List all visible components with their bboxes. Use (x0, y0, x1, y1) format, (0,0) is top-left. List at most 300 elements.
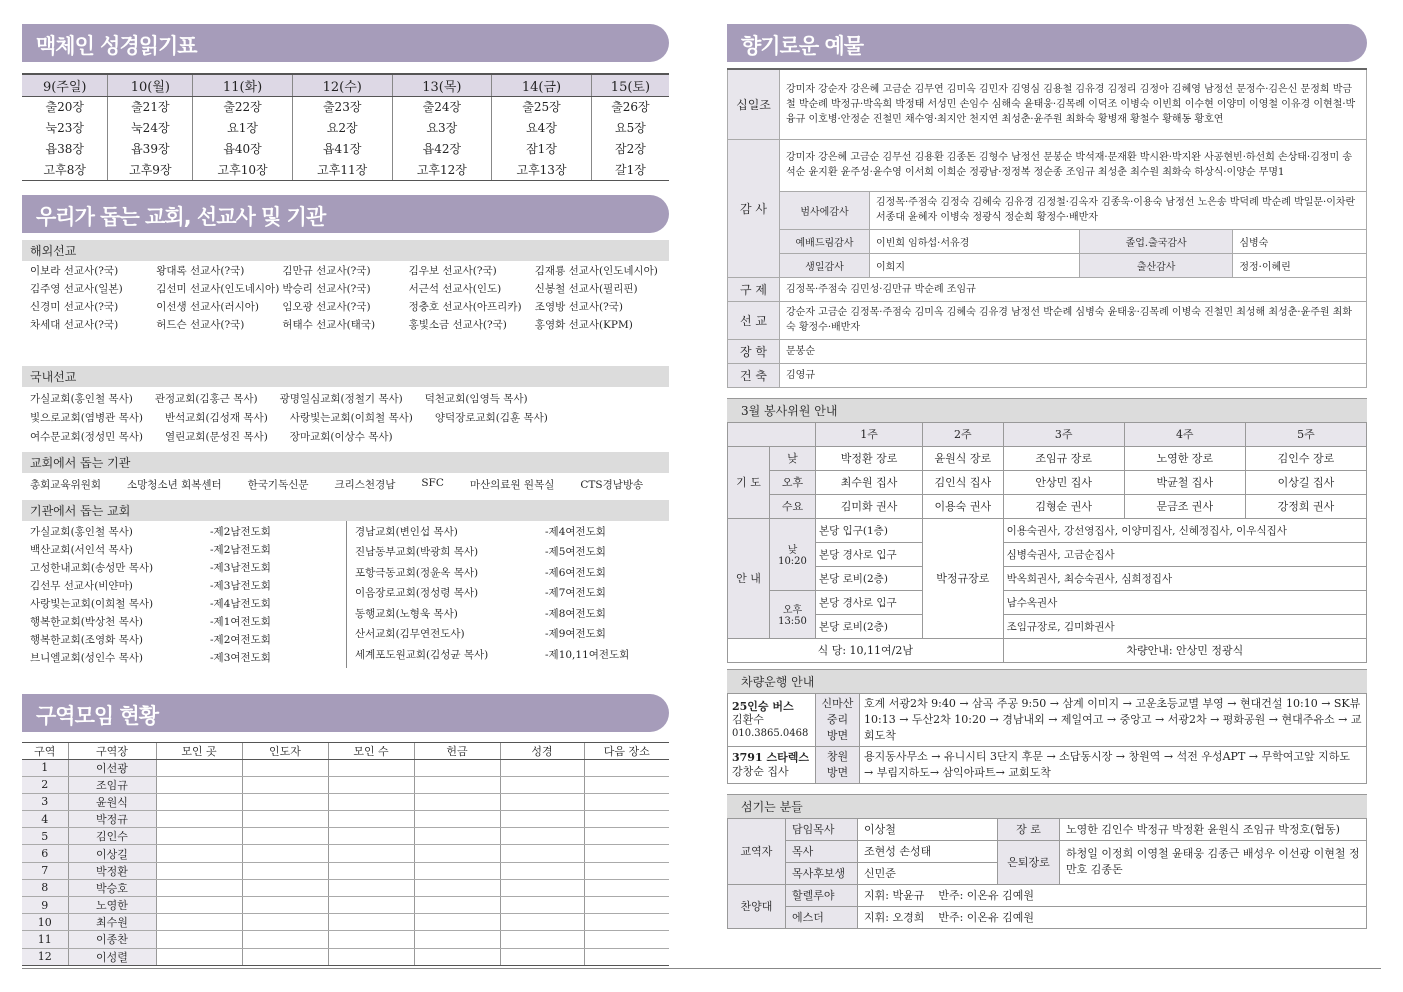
week-header: 5주 (1245, 422, 1366, 446)
thanks-pair-value: 이빈희 임하섭·서유경 (870, 229, 1080, 253)
inst-church: 세계포도원교회(김성균 목사) (355, 648, 489, 661)
table-row (22, 759, 669, 776)
reading-cell: 출21장 (108, 96, 193, 117)
reading-title: 맥체인 성경읽기표 (36, 34, 197, 58)
district-blank-cell (584, 845, 669, 862)
district-blank-cell (500, 931, 584, 948)
district-blank-cell (156, 811, 242, 828)
reading-cell: 고후10장 (193, 159, 293, 180)
domestic-church: 사랑빛는교회(이희철 목사) (289, 411, 413, 424)
offering-label: 건 축 (728, 363, 780, 387)
district-header: 다음 장소 (584, 742, 669, 759)
thanks-sub-text: 김정목·주점숙 김정숙 김혜숙 김유경 김정철·김옥자 김종욱·이용숙 남정선 노은송 박덕례 박순례 박일문·이차란 서종대 윤혜자 이병숙 정광식 정순희 황정수·배반자 (870, 191, 1367, 229)
staff-name: 신민준 (858, 862, 998, 884)
district-number: 2 (22, 776, 68, 793)
district-header: 인도자 (242, 742, 328, 759)
pray-name: 김인수 장로 (1245, 446, 1366, 470)
district-blank-cell (584, 793, 669, 810)
inst-label: 기관에서 돕는 교회 (22, 500, 669, 521)
reading-cell: 욥40장 (193, 138, 293, 159)
missionary: 박승리 선교사(?국) (282, 282, 371, 295)
tithe-text: 강미자 강순자 강은혜 고금순 김무연 김미옥 김민자 김영심 김용철 김유경 김정리 김정아 김혜영 남정선 문정수·김은신 문정희 박금철 박순례 박정규·박옥희 박정태 서성민 손임수 심해숙 윤태웅·김목례 이덕조 이병숙 이빈희 이수현 이양미 이영철 이유경 이현철·박융규 이호병·안정순 진철민 채수영·최지안 천지연 최성춘·윤주원 최화숙 황병재 황철수 황해동 황호연 (780, 69, 1367, 139)
day-header: 14(금) (492, 74, 592, 96)
bus2-info (728, 746, 816, 783)
offering-title: 향기로운 예물 (741, 34, 864, 58)
service-foot-row (728, 638, 1367, 662)
district-blank-cell (156, 828, 242, 845)
district-blank-cell (500, 914, 584, 931)
district-blank-cell (242, 862, 328, 879)
offering-row (728, 301, 1367, 339)
pray-label: 기 도 (728, 446, 770, 518)
guide-place: 본당 입구(1층) (816, 518, 923, 542)
thanks-pair-value: 이희지 (870, 253, 1080, 277)
district-number: 3 (22, 793, 68, 810)
missionary: 김만규 선교사(?국) (282, 264, 371, 277)
guide-names: 조임규장로, 김미화권사 (1003, 614, 1366, 638)
service-corner (728, 422, 816, 446)
district-blank-cell (584, 862, 669, 879)
inst-group: -제4남전도회 (210, 597, 271, 610)
district-blank-cell (156, 776, 242, 793)
choir-name: 할렐루야 (786, 884, 858, 906)
reading-cell: 요5장 (591, 117, 669, 138)
district-number: 4 (22, 811, 68, 828)
support-title: 우리가 돕는 교회, 선교사 및 기관 (36, 204, 326, 229)
missionary: 김주영 선교사(일본) (30, 282, 123, 295)
reading-row (22, 96, 669, 117)
inst-church: 진남동부교회(박광희 목사) (355, 546, 479, 559)
tithe-label: 십일조 (728, 69, 780, 139)
district-number: 11 (22, 931, 68, 948)
reading-cell: 요2장 (292, 117, 392, 138)
offering-label: 구 제 (728, 277, 780, 301)
reading-cell: 고후13장 (492, 159, 592, 180)
inst-church: 행복한교회(조영화 목사) (30, 633, 143, 646)
bus1-info (728, 693, 816, 746)
districts-title: 구역모임 현황 (36, 703, 159, 728)
district-blank-cell (328, 948, 414, 965)
district-blank-cell (156, 862, 242, 879)
missionary: 차세대 선교사(?국) (30, 318, 119, 331)
week-header: 1주 (816, 422, 923, 446)
domestic-church: 반석교회(김성재 목사) (164, 411, 268, 424)
reading-row (22, 138, 669, 159)
parking-info: 차량안내: 안상민 정광식 (1003, 638, 1366, 662)
reading-row (22, 159, 669, 180)
thanks-pair-label: 생일감사 (780, 253, 870, 277)
district-blank-cell (500, 845, 584, 862)
retired-names: 하청일 이정희 이영철 윤태웅 김종근 배성우 이선광 이현철 정만호 김종돈 (1060, 840, 1367, 884)
domestic-church: 장마교회(이상수 목사) (289, 430, 393, 443)
district-blank-cell (156, 845, 242, 862)
table-row (22, 931, 669, 948)
support-header (22, 195, 669, 233)
cars-title: 차량운행 안내 (727, 669, 1367, 693)
guide-row (728, 518, 1367, 542)
elders-names: 노영한 김인수 박정규 박정환 윤원식 조임규 박정호(협동) (1060, 818, 1367, 840)
district-blank-cell (328, 776, 414, 793)
district-blank-cell (414, 914, 500, 931)
choir-detail (858, 906, 1367, 928)
district-blank-cell (414, 793, 500, 810)
offering-row (728, 277, 1367, 301)
staff-role: 목사후보생 (786, 862, 858, 884)
reading-cell: 눅24장 (108, 117, 193, 138)
table-row (22, 914, 669, 931)
district-blank-cell (500, 862, 584, 879)
reading-cell: 고후8장 (22, 159, 108, 180)
guide-names: 심병숙권사, 고금순집사 (1003, 542, 1366, 566)
inst-group: -제6여전도회 (545, 566, 606, 579)
pray-row (728, 446, 1367, 470)
staff-name: 조현성 손성태 (858, 840, 998, 862)
inst-church: 사랑빛는교회(이희철 목사) (30, 597, 154, 610)
district-blank-cell (156, 759, 242, 776)
missionary: 허태수 선교사(태국) (282, 318, 376, 331)
guide-place: 본당 로비(2층) (816, 566, 923, 590)
guide-time-am: 낮 10:20 (770, 518, 816, 590)
reading-cell: 욥38장 (45, 142, 84, 156)
domestic-church: 여수문교회(정성민 목사) (30, 430, 143, 443)
offering-label: 선 교 (728, 301, 780, 339)
district-blank-cell (242, 811, 328, 828)
district-leader: 김인수 (68, 828, 156, 845)
left-column (22, 0, 669, 966)
district-number: 5 (22, 828, 68, 845)
pray-name: 이상길 집사 (1245, 470, 1366, 494)
district-blank-cell (584, 811, 669, 828)
district-blank-cell (584, 759, 669, 776)
staff-name: 이상철 (858, 818, 998, 840)
reading-cell: 잠1장 (492, 138, 592, 159)
inst-group: -제7여전도회 (545, 587, 606, 600)
district-leader: 이종찬 (68, 931, 156, 948)
district-blank-cell (500, 811, 584, 828)
pray-slot: 수요 (770, 494, 816, 518)
bus2-driver: 강창순 집사 (732, 764, 789, 778)
overseas-list (22, 261, 669, 334)
district-leader: 이상길 (68, 845, 156, 862)
reading-cell: 출24장 (392, 96, 492, 117)
inst-church: 행복한교회(박상천 목사) (30, 615, 143, 628)
table-row (22, 862, 669, 879)
reading-cell: 욥41장 (292, 138, 392, 159)
agencies-label: 교회에서 돕는 기관 (22, 452, 669, 473)
district-blank-cell (242, 879, 328, 896)
domestic-church: 덕천교회(임영득 목사) (424, 392, 528, 405)
reading-cell: 출23장 (292, 96, 392, 117)
district-blank-cell (414, 811, 500, 828)
district-blank-cell (328, 862, 414, 879)
guide-row (728, 542, 1367, 566)
district-leader: 이선광 (68, 759, 156, 776)
bus2-area: 창원 방면 (816, 746, 860, 783)
reading-cell: 요4장 (492, 117, 592, 138)
missionary: 홍영화 선교사(KPM) (534, 318, 633, 331)
thanks-text: 강미자 강은혜 고금순 김무선 김용환 김종돈 김형수 남정선 문봉순 박석재·문재환 박시완·박지완 사공현빈·하선희 손상태·김정미 송석순 윤지환 윤주성·윤수영 이서희 이희순 정광남·정정복 정순종 조임규 최성춘 최수원 최화숙 하상식·이양순 무명1 (780, 139, 1367, 191)
reading-cell: 요1장 (193, 117, 293, 138)
district-number: 12 (22, 948, 68, 965)
day-header: 13(목) (392, 74, 492, 96)
thanks-label: 감 사 (728, 139, 780, 277)
service-title: 3월 봉사위원 안내 (727, 398, 1367, 422)
pray-name: 이용숙 권사 (923, 494, 1003, 518)
district-blank-cell (242, 914, 328, 931)
guide-names: 이용숙권사, 강선영집사, 이양미집사, 신혜정집사, 이우식집사 (1003, 518, 1366, 542)
district-leader: 박정규 (68, 811, 156, 828)
district-blank-cell (414, 897, 500, 914)
guide-place: 본당 경사로 입구 (816, 590, 923, 614)
choir-label: 찬양대 (728, 884, 786, 928)
district-blank-cell (414, 948, 500, 965)
elders-label: 장 로 (998, 818, 1060, 840)
district-blank-cell (414, 759, 500, 776)
district-blank-cell (328, 811, 414, 828)
missionary: 서근석 선교사(인도) (408, 282, 502, 295)
bus1-driver: 김환수 (732, 712, 764, 726)
inst-group: -제2여전도회 (210, 633, 271, 646)
district-blank-cell (242, 845, 328, 862)
missionary: 허드슨 선교사(?국) (156, 318, 245, 331)
meal-info: 식 당: 10,11여/2남 (728, 638, 1004, 662)
district-blank-cell (500, 897, 584, 914)
missionary: 왕대록 선교사(?국) (156, 264, 245, 277)
reading-cell: 고후12장 (392, 159, 492, 180)
district-blank-cell (156, 897, 242, 914)
retired-label: 은퇴장로 (998, 840, 1060, 884)
district-number: 8 (22, 879, 68, 896)
pray-slot: 오후 (770, 470, 816, 494)
guide-names: 남수옥권사 (1003, 590, 1366, 614)
missionary: 이보라 선교사(?국) (30, 264, 119, 277)
district-blank-cell (500, 759, 584, 776)
district-blank-cell (242, 931, 328, 948)
inst-church: 이음장로교회(정성령 목사) (355, 587, 479, 600)
district-blank-cell (584, 948, 669, 965)
guide-place: 본당 로비(2층) (816, 614, 923, 638)
district-blank-cell (584, 879, 669, 896)
district-leader: 박승호 (68, 879, 156, 896)
offering-names: 문봉순 (780, 339, 1367, 363)
inst-group: -제3여전도회 (210, 651, 271, 664)
table-row (22, 776, 669, 793)
inst-church: 백산교회(서인석 목사) (30, 543, 133, 556)
domestic-church: 열린교회(문성진 목사) (164, 430, 268, 443)
district-number: 10 (22, 914, 68, 931)
offering-names: 김정목·주점숙 김민성·김만규 박순례 조임규 (780, 277, 1367, 301)
district-blank-cell (328, 897, 414, 914)
servers-title: 섬기는 분들 (727, 794, 1367, 818)
district-blank-cell (156, 931, 242, 948)
bus2-name: 3791 스타렉스 (732, 750, 809, 764)
pray-slot: 낮 (770, 446, 816, 470)
pray-name: 노영한 장로 (1124, 446, 1245, 470)
district-blank-cell (242, 948, 328, 965)
pray-name: 조임규 장로 (1003, 446, 1124, 470)
district-blank-cell (242, 828, 328, 845)
district-blank-cell (242, 897, 328, 914)
inst-church: 고성한내교회(송성만 목사) (30, 561, 154, 574)
inst-church: 가실교회(홍인철 목사) (30, 525, 133, 538)
districts-header (22, 694, 669, 732)
choir-accompanist: 반주: 이온유 김예원 (938, 889, 1035, 902)
district-blank-cell (584, 931, 669, 948)
district-leader: 최수원 (68, 914, 156, 931)
choir-detail (858, 884, 1367, 906)
pray-name: 최수원 집사 (816, 470, 923, 494)
missionary: 임오광 선교사(?국) (282, 300, 371, 313)
district-blank-cell (414, 879, 500, 896)
district-blank-cell (414, 776, 500, 793)
agency: 한국기독신문 (247, 478, 309, 491)
district-blank-cell (156, 879, 242, 896)
bus1-phone: 010.3865.0468 (732, 727, 809, 739)
footer-divider (22, 968, 1381, 969)
districts-table (22, 742, 669, 966)
domestic-church: 양덕장로교회(김훈 목사) (434, 411, 548, 424)
inst-church: 브니엘교회(성인수 목사) (30, 651, 143, 664)
table-row (22, 845, 669, 862)
overseas-label: 해외선교 (22, 240, 669, 261)
table-row (22, 948, 669, 965)
day-header: 12(수) (292, 74, 392, 96)
guide-names: 박옥희권사, 최승숙권사, 심희정집사 (1003, 566, 1366, 590)
domestic-church: 가실교회(홍인철 목사) (30, 392, 133, 405)
choir-conductor: 지휘: 오경희 (864, 911, 925, 924)
service-head-row (728, 422, 1367, 446)
inst-group: -제8여전도회 (545, 607, 606, 620)
district-blank-cell (156, 793, 242, 810)
thanks-pair-value: 정정·이혜린 (1233, 253, 1367, 277)
pray-name: 강정희 권사 (1245, 494, 1366, 518)
district-leader: 노영한 (68, 897, 156, 914)
district-leader: 윤원식 (68, 793, 156, 810)
table-row (22, 793, 669, 810)
domestic-church: 빛으로교회(염병관 목사) (30, 411, 143, 424)
offering-row (728, 363, 1367, 387)
agency: CTS경남방송 (580, 478, 644, 491)
district-header: 구역장 (68, 742, 156, 759)
table-row (22, 897, 669, 914)
inst-church: 경남교회(변인섭 목사) (355, 525, 458, 538)
district-number: 9 (22, 897, 68, 914)
domestic-label: 국내선교 (22, 366, 669, 387)
guide-row (728, 590, 1367, 614)
offering-names: 김영규 (780, 363, 1367, 387)
bus1-name: 25인승 버스 (732, 699, 794, 713)
table-row (22, 879, 669, 896)
table-row (22, 828, 669, 845)
staff-role: 목사 (786, 840, 858, 862)
pray-name: 김인식 집사 (923, 470, 1003, 494)
agency: 총회교육위원회 (30, 478, 102, 491)
offering-table (727, 68, 1367, 388)
district-blank-cell (156, 914, 242, 931)
district-blank-cell (584, 914, 669, 931)
missionary: 조영방 선교사(?국) (534, 300, 623, 313)
pray-name: 박균철 집사 (1124, 470, 1245, 494)
inst-church: 김선무 선교사(비얀마) (30, 579, 133, 592)
missionary: 이선생 선교사(러시아) (156, 300, 260, 313)
service-table (727, 422, 1367, 663)
inst-group: -제9여전도회 (545, 628, 606, 641)
district-header: 모인 수 (328, 742, 414, 759)
guide-place: 본당 경사로 입구 (816, 542, 923, 566)
district-header: 모인 곳 (156, 742, 242, 759)
staff-label: 교역자 (728, 818, 786, 884)
right-column (727, 0, 1367, 929)
district-blank-cell (500, 828, 584, 845)
inst-group: -제4여전도회 (545, 525, 606, 538)
offering-label: 장 학 (728, 339, 780, 363)
district-blank-cell (328, 879, 414, 896)
inst-group: -제1여전도회 (210, 615, 271, 628)
day-header: 10(월) (108, 74, 193, 96)
thanks-pair-label: 출산감사 (1079, 253, 1232, 277)
domestic-church: 광명일심교회(정철기 목사) (279, 392, 403, 405)
missionary: 정충호 선교사(아프리카) (408, 300, 522, 313)
inst-group: -제3남전도회 (210, 579, 271, 592)
missionary: 신경미 선교사(?국) (30, 300, 119, 313)
pray-row (728, 470, 1367, 494)
choir-conductor: 지휘: 박윤규 (864, 889, 925, 902)
missionary: 김선미 선교사(인도네시아) (156, 282, 280, 295)
inst-church: 포항극동교회(정윤옥 목사) (355, 566, 479, 579)
cars-table (727, 693, 1367, 784)
reading-table (22, 73, 669, 181)
reading-cell: 출20장 (45, 100, 84, 115)
agencies-list (22, 473, 669, 496)
week-header: 3주 (1003, 422, 1124, 446)
reading-cell: 눅23장 (45, 121, 84, 135)
district-blank-cell (584, 897, 669, 914)
missionary: 김우보 선교사(?국) (408, 264, 497, 277)
inst-group: -제10,11여전도회 (545, 648, 630, 661)
district-blank-cell (242, 776, 328, 793)
district-blank-cell (500, 793, 584, 810)
inst-group: -제2남전도회 (210, 543, 271, 556)
district-blank-cell (328, 914, 414, 931)
reading-cell: 고후9장 (108, 159, 193, 180)
thanks-sub-label: 범사에감사 (780, 191, 870, 229)
day-header: 11(화) (193, 74, 293, 96)
choir-name: 에스더 (786, 906, 858, 928)
district-blank-cell (500, 948, 584, 965)
thanks-pair-label: 졸업.출국감사 (1079, 229, 1232, 253)
district-blank-cell (500, 776, 584, 793)
district-blank-cell (500, 879, 584, 896)
reading-cell: 출26장 (591, 96, 669, 117)
agency: 크리스천경남 (334, 478, 396, 491)
district-blank-cell (584, 828, 669, 845)
district-header: 헌금 (414, 742, 500, 759)
guide-lead: 박정규장로 (923, 518, 1003, 638)
district-leader: 이성렬 (68, 948, 156, 965)
district-blank-cell (328, 931, 414, 948)
agency: SFC (421, 476, 444, 489)
choir-accompanist: 반주: 이온유 김예원 (938, 911, 1035, 924)
domestic-church: 관정교회(김홍근 목사) (154, 392, 258, 405)
district-blank-cell (584, 776, 669, 793)
district-blank-cell (242, 793, 328, 810)
district-blank-cell (414, 931, 500, 948)
inst-church: 동행교회(노형욱 목사) (355, 607, 458, 620)
offering-row (728, 339, 1367, 363)
servers-table (727, 818, 1367, 929)
thanks-pair-value: 심병숙 (1233, 229, 1367, 253)
agency: 소망청소년 회복센터 (127, 478, 222, 491)
